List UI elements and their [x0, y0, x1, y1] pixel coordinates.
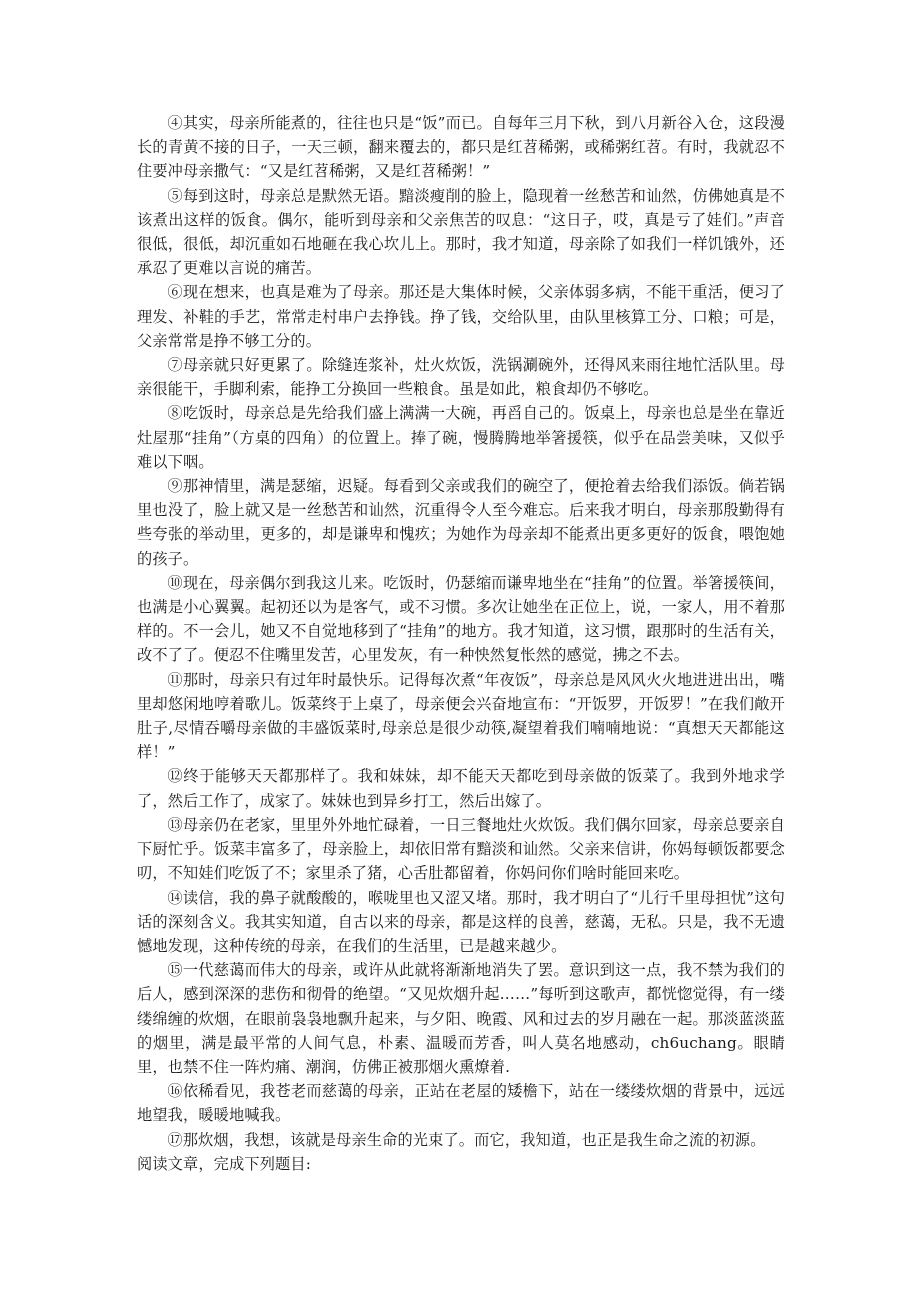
paragraph-9: ⑨那神情里，满是瑟缩，迟疑。每看到父亲或我们的碗空了，便抢着去给我们添饭。倘若锅里也没了，脸上就又是一丝愁苦和讪然，沉重得令人至今难忘。后来我才明白，母亲那殷勤得有些夸张的举动里，更多的，却是谦卑和愧疚；为她作为母亲却不能煮出更多更好的饭食，喂饱她的孩子。 [137, 477, 785, 568]
paragraph-8: ⑧吃饭时，母亲总是先给我们盛上满满一大碗，再舀自己的。饭桌上，母亲也总是坐在靠近灶屋那“挂角”（方桌的四角）的位置上。捧了碗，慢腾腾地举箸援筷，似乎在品尝美味，又似乎难以下咽。 [137, 404, 785, 471]
article-body [137, 111, 785, 1176]
paragraph-11: ⑪那时，母亲只有过年时最快乐。记得每次煮“年夜饭”，母亲总是风风火火地进进出出，嘴里却悠闲地哼着歌儿。饭菜终于上桌了，母亲便会兴奋地宣布：“开饭罗，开饭罗！”在我们敞开肚子,尽情吞嚼母亲做的丰盛饭菜时,母亲总是很少动筷,凝望着我们喃喃地说：“真想天天都能这样！” [137, 670, 785, 762]
paragraph-6: ⑥现在想来，也真是难为了母亲。那还是大集体时候，父亲体弱多病，不能干重活，便习了理发、补鞋的手艺，常常走村串户去挣钱。挣了钱，交给队里，由队里核算工分、口粮；可是，父亲常常是挣不够工分的。 [137, 283, 785, 350]
paragraph-14: ⑭读信，我的鼻子就酸酸的，喉咙里也又涩又堵。那时，我才明白了“儿行千里母担忧”这句话的深刻含义。我其实知道，自古以来的母亲，都是这样的良善，慈蔼，无私。只是，我不无遗憾地发现，这种传统的母亲，在我们的生活里，已是越来越少。 [137, 888, 785, 955]
reading-instruction: 阅读文章，完成下列题目: [137, 1154, 311, 1173]
paragraph-16: ⑯依稀看见，我苍老而慈蔼的母亲，正站在老屋的矮檐下，站在一缕缕炊烟的背景中，远远地望我，暖暖地喊我。 [137, 1082, 785, 1125]
paragraph-13: ⑬母亲仍在老家，里里外外地忙碌着，一日三餐地灶火炊饭。我们偶尔回家，母亲总要亲自下厨忙乎。饭菜丰富多了，母亲脸上，却依旧常有黯淡和讪然。父亲来信讲，你妈每顿饭都要念叨，不知娃们吃饭了不；家里杀了猪，心舌肚都留着，你妈问你们啥时能回来吃。 [137, 815, 785, 883]
paragraph-10: ⑩现在，母亲偶尔到我这儿来。吃饭时，仍瑟缩而谦卑地坐在“挂角”的位置。举箸援筷间，也满是小心翼翼。起初还以为是客气，或不习惯。多次让她坐在正位上，说，一家人，用不着那样的。不一会儿，她又不自觉地移到了“挂角”的地方。我才知道，这习惯，跟那时的生活有关，改不了了。便忍不住嘴里发苦，心里发灰，有一种怏然复怅然的感觉，拂之不去。 [137, 573, 785, 665]
paragraph-17: ⑰那炊烟，我想，该就是母亲生命的光束了。而它，我知道，也正是我生命之流的初源。 [167, 1130, 766, 1149]
paragraph-5: ⑤每到这时，母亲总是默然无语。黯淡瘦削的脸上，隐现着一丝愁苦和讪然，仿佛她真是不该煮出这样的饭食。偶尔，能听到母亲和父亲焦苦的叹息：“这日子，哎，真是亏了娃们。”声音很低，很低，却沉重如石地砸在我心坎儿上。那时，我才知道，母亲除了如我们一样饥饿外，还承忍了更难以言说的痛苦。 [137, 186, 785, 278]
paragraph-7: ⑦母亲就只好更累了。除缝连浆补，灶火炊饭，洗锅涮碗外，还得风来雨往地忙活队里。母亲很能干，手脚利索，能挣工分换回一些粮食。虽是如此，粮食却仍不够吃。 [137, 356, 785, 399]
paragraph-12: ⑫终于能够天天都那样了。我和妹妹，却不能天天都吃到母亲做的饭菜了。我到外地求学了，然后工作了，成家了。妹妹也到异乡打工，然后出嫁了。 [137, 767, 785, 810]
paragraph-4: ④其实，母亲所能煮的，往往也只是“饭”而已。自每年三月下秋，到八月新谷入仓，这段漫长的青黄不接的日子，一天三顿，翻来覆去的，都只是红苕稀粥，或稀粥红苕。有时，我就忍不住要冲母亲撒气：“又是红苕稀粥，又是红苕稀粥！” [137, 114, 785, 181]
paragraph-15: ⑮一代慈蔼而伟大的母亲，或许从此就将渐渐地消失了罢。意识到这一点，我不禁为我们的后人，感到深深的悲伤和彻骨的绝望。“又见炊烟升起……”每听到这歌声，都恍惚觉得，有一缕缕绵缠的炊烟，在眼前袅袅地飘升起来，与夕阳、晚霞、风和过去的岁月融在一起。那淡蓝淡蓝的烟里，满是最平常的人间气息，朴素、温暖而芳香，叫人莫名地感动，ch6uchang。眼睛里，也禁不住一阵灼痛、潮润，仿佛正被那烟火熏燎着. [137, 961, 785, 1076]
